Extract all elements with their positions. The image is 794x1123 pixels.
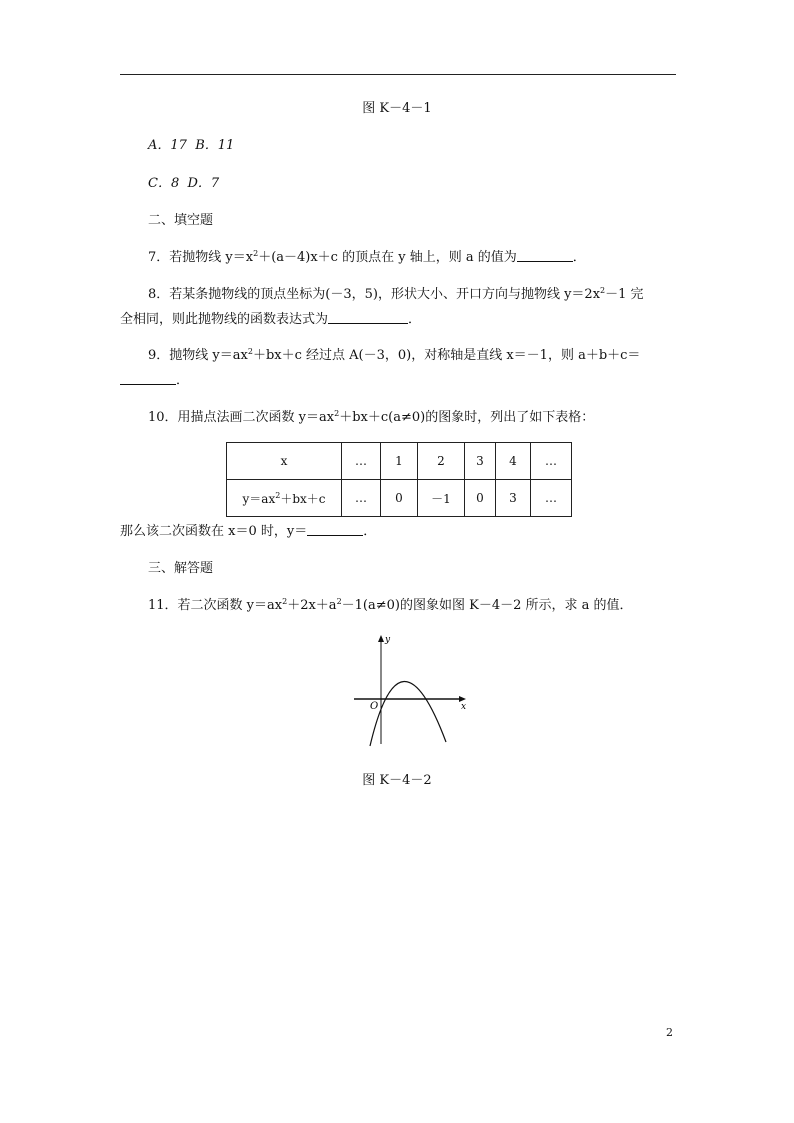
y-axis-label: y xyxy=(385,635,391,645)
q8-text-1: 8．若某条抛物线的顶点坐标为(－3，5)，形状大小、开口方向与抛物线 y＝2x xyxy=(148,287,601,302)
origin-label: O xyxy=(370,701,379,712)
question-8-line2 xyxy=(120,311,421,329)
q9-sup: 2 xyxy=(247,347,253,356)
table-row-y xyxy=(227,480,572,517)
table-cell: －1 xyxy=(418,480,465,517)
q7-answer-blank[interactable] xyxy=(517,249,573,262)
option-b: B．11 xyxy=(195,138,235,153)
q11-text-2: ＋2x＋a xyxy=(287,598,337,613)
options-row-ab xyxy=(148,137,234,155)
table-cell: … xyxy=(342,443,381,480)
table-row-x xyxy=(227,443,572,480)
q9-answer-blank[interactable] xyxy=(120,372,176,385)
value-table xyxy=(226,442,572,517)
table-cell: 2 xyxy=(418,443,465,480)
q9-text-2: ＋bx＋c 经过点 A(－3，0)，对称轴是直线 x＝－1，则 a＋b＋c＝ xyxy=(252,348,641,363)
table-cell: … xyxy=(342,480,381,517)
parabola-graph xyxy=(352,632,472,752)
options-row-cd xyxy=(148,175,219,193)
question-11 xyxy=(148,597,633,615)
q11-text-3: －1(a≠0)的图象如图 K－4－2 所示，求 a 的值． xyxy=(341,598,633,613)
table-cell: 4 xyxy=(496,443,531,480)
q7-sup: 2 xyxy=(253,249,259,258)
q8-text-2: －1 完 xyxy=(605,287,644,302)
section-solve-heading: 三、解答题 xyxy=(148,561,214,576)
page-number: 2 xyxy=(666,1026,673,1039)
question-8-line1 xyxy=(148,286,644,304)
table-header-y: $y=ax^2+bx+c$ xyxy=(227,480,342,517)
q10-answer-blank[interactable] xyxy=(307,523,363,536)
table-cell: 1 xyxy=(381,443,418,480)
question-9-line1 xyxy=(148,347,640,365)
q7-text-1: 7．若抛物线 y＝x xyxy=(148,250,254,265)
q8-text-3: 全相同，则此抛物线的函数表达式为 xyxy=(120,312,329,327)
option-a: A．17 xyxy=(148,138,187,153)
q7-end: ． xyxy=(572,250,586,265)
table-cell: … xyxy=(531,480,572,517)
q11-sup-1: 2 xyxy=(282,597,288,606)
q8-answer-blank[interactable] xyxy=(328,311,408,324)
table-cell: 3 xyxy=(465,443,496,480)
q10-sup: 2 xyxy=(334,409,340,418)
table-cell: 3 xyxy=(496,480,531,517)
question-10-followup xyxy=(120,523,376,541)
section-fill-in-heading: 二、填空题 xyxy=(148,213,214,228)
option-d: D．7 xyxy=(187,176,220,191)
q10-end: ． xyxy=(363,524,377,539)
figure-caption-k42: 图 K－4－2 xyxy=(362,773,432,788)
question-7 xyxy=(148,249,586,267)
x-axis-label: x xyxy=(461,702,467,712)
q9-end: ． xyxy=(176,373,190,388)
table-cell: … xyxy=(531,443,572,480)
table-cell: 0 xyxy=(381,480,418,517)
question-10 xyxy=(148,409,594,427)
q7-text-2: ＋(a－4)x＋c 的顶点在 y 轴上，则 a 的值为 xyxy=(258,250,517,265)
header-rule xyxy=(120,74,676,75)
q9-text-1: 9．抛物线 y＝ax xyxy=(148,348,248,363)
y-axis-arrow xyxy=(378,635,384,642)
question-9-line2 xyxy=(120,372,189,390)
q11-sup-2: 2 xyxy=(336,597,342,606)
figure-caption-k41: 图 K－4－1 xyxy=(362,101,432,116)
q11-text-1: 11．若二次函数 y＝ax xyxy=(148,598,283,613)
option-c: C．8 xyxy=(148,176,180,191)
q10-text-1: 10．用描点法画二次函数 y＝ax xyxy=(148,410,335,425)
q10-followup-text: 那么该二次函数在 x＝0 时，y＝ xyxy=(120,524,308,539)
table-cell: 0 xyxy=(465,480,496,517)
table-header-x: x xyxy=(227,443,342,480)
q10-text-2: ＋bx＋c(a≠0)的图象时，列出了如下表格： xyxy=(339,410,595,425)
q8-sup: 2 xyxy=(600,286,606,295)
q8-end: ． xyxy=(408,312,422,327)
